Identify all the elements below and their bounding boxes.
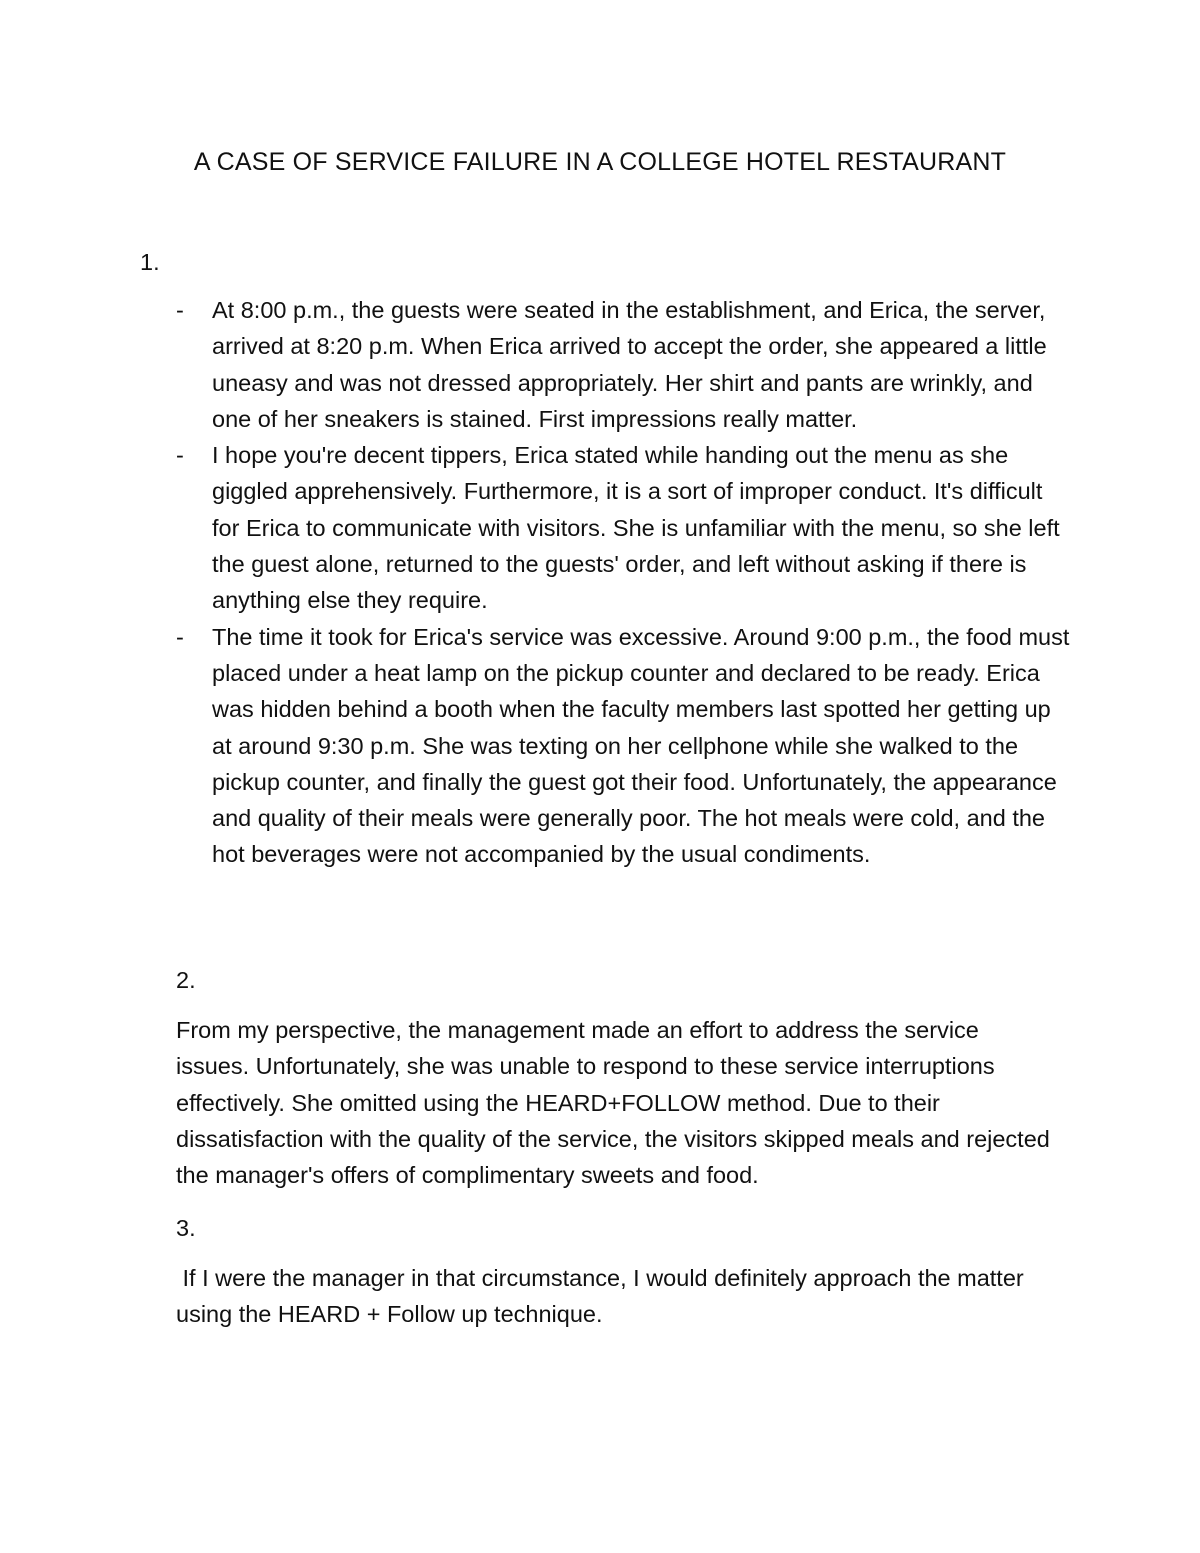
bullet-text: The time it took for Erica's service was excessive. Around 9:00 p.m., the food must placed under a heat lamp on the pickup counter and declared to be ready. Erica was hidden behind a booth when the faculty members last spotted her getting up at around 9:30 p.m. She was texting on her cellphone while she walked to the pickup counter, and finally the guest got their food. Unfortunately, the appearance and quality of their meals were generally poor. The hot meals were cold, and the hot beverages were not accompanied by the usual condiments.: [212, 623, 1070, 868]
bullet-item: [0, 437, 1200, 618]
document-title: A CASE OF SERVICE FAILURE IN A COLLEGE HOTEL RESTAURANT: [193, 148, 1007, 176]
section-2-number: 2.: [176, 967, 196, 993]
section-3-number: 3.: [176, 1215, 196, 1241]
bullet-text: At 8:00 p.m., the guests were seated in the establishment, and Erica, the server, arrived at 8:20 p.m. When Erica arrived to accept the order, she appeared a little uneasy and was not dressed appropriately. Her shirt and pants are wrinkly, and one of her sneakers is stained. First impressions really matter.: [212, 297, 1047, 432]
bullet-marker: -: [176, 297, 184, 323]
section-1-bullet-list: [0, 292, 1200, 873]
section-3-paragraph: If I were the manager in that circumstance, I would definitely approach the matter using the HEARD + Follow up technique.: [176, 1265, 1031, 1328]
bullet-item: [0, 619, 1200, 873]
bullet-item: [0, 292, 1200, 437]
bullet-marker: -: [176, 623, 184, 650]
section-1-number: 1.: [140, 249, 160, 275]
bullet-text: I hope you're decent tippers, Erica stated while handing out the menu as she giggled apprehensively. Furthermore, it is a sort of improper conduct. It's difficult for Erica to communicate with visitors. She is unfamiliar with the menu, so she left the guest alone, returned to the guests' order, and left without asking if there is anything else they require.: [212, 442, 1060, 614]
section-2-paragraph: From my perspective, the management made an effort to address the service issues. Unfortunately, she was unable to respond to these service interruptions effectively. She omitted using the HEARD+FOLLOW method. Due to their dissatisfaction with the quality of the service, the visitors skipped meals and rejected the manager's offers of complimentary sweets and food.: [176, 1017, 1050, 1189]
bullet-marker: -: [176, 442, 184, 469]
